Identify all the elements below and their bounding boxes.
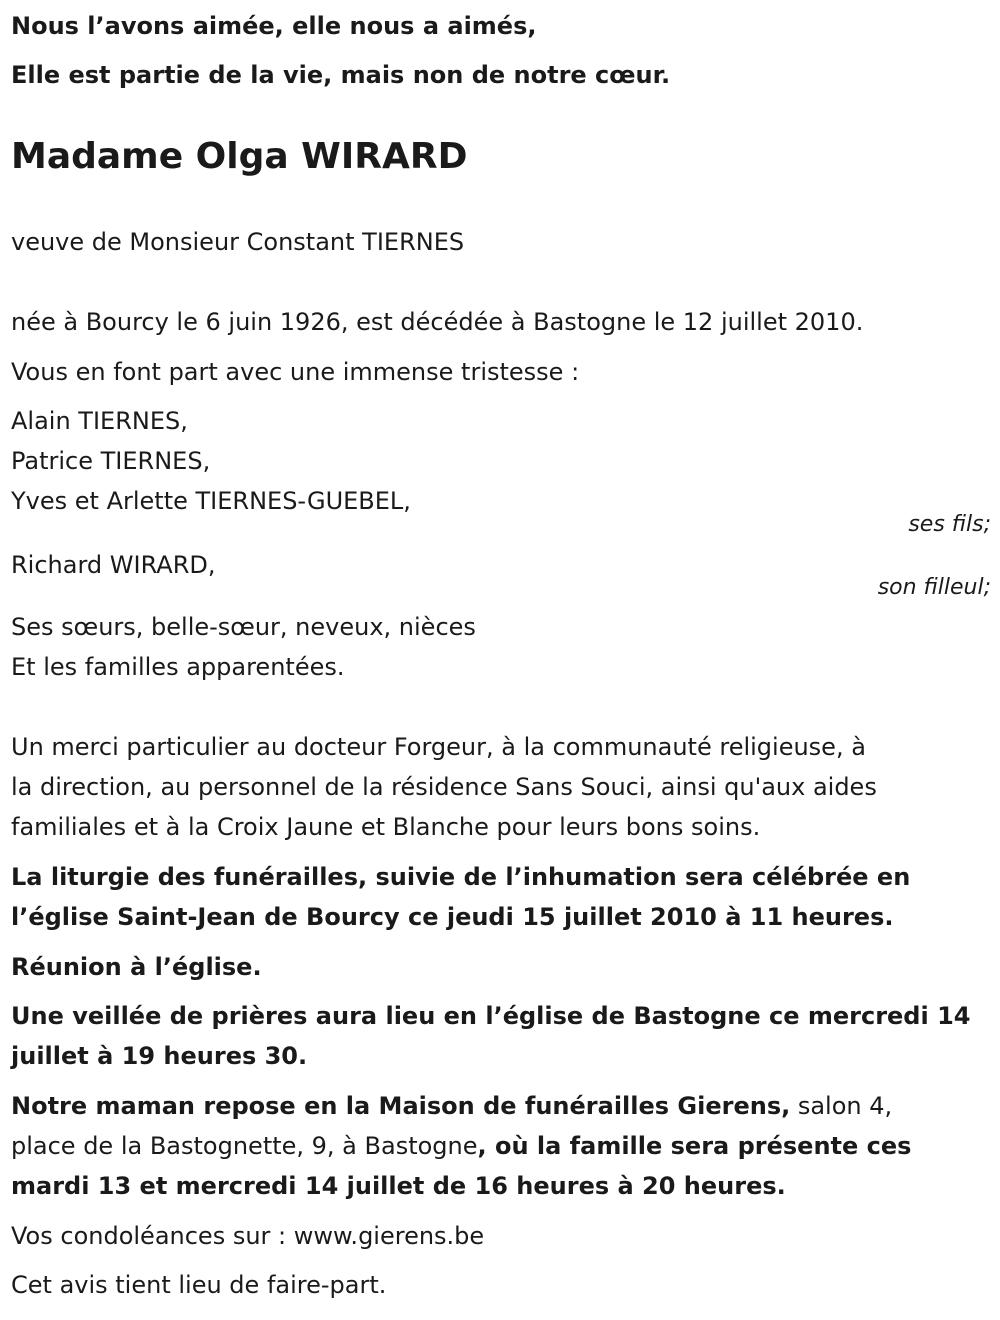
son-1: Alain TIERNES, bbox=[11, 407, 188, 435]
rest-line-1 bbox=[11, 1086, 892, 1126]
condolences: Vos condoléances sur : www.gierens.be bbox=[11, 1222, 485, 1250]
thanks-line-1: Un merci particulier au docteur Forgeur, à la communauté religieuse, à bbox=[11, 733, 866, 761]
son-3: Yves et Arlette TIERNES-GUEBEL, bbox=[11, 487, 411, 515]
sons-role: ses fils; bbox=[908, 512, 991, 537]
epigraph-line-2: Elle est partie de la vie, mais non de notre cœur. bbox=[11, 61, 671, 89]
epigraph-line-1: Nous l’avons aimée, elle nous a aimés, bbox=[11, 12, 537, 40]
vigil-line-1: Une veillée de prières aura lieu en l’église de Bastogne ce mercredi 14 bbox=[11, 1002, 971, 1030]
rest-line-3: mardi 13 et mercredi 14 juillet de 16 heures à 20 heures. bbox=[11, 1172, 786, 1200]
liturgy-line-2: l’église Saint-Jean de Bourcy ce jeudi 15 juillet 2010 à 11 heures. bbox=[11, 903, 894, 931]
son-2: Patrice TIERNES, bbox=[11, 447, 211, 475]
thanks-line-3: familiales et à la Croix Jaune et Blanche pour leurs bons soins. bbox=[11, 813, 761, 841]
thanks-line-2: la direction, au personnel de la résidence Sans Souci, ainsi qu'aux aides bbox=[11, 773, 877, 801]
rest-line-2-normal: place de la Bastognette, 9, à Bastogne bbox=[11, 1132, 478, 1160]
rest-line-2 bbox=[11, 1126, 911, 1166]
liturgy-line-1: La liturgie des funérailles, suivie de l’inhumation sera célébrée en bbox=[11, 863, 911, 891]
birth-death: née à Bourcy le 6 juin 1926, est décédée à Bastogne le 12 juillet 2010. bbox=[11, 308, 864, 336]
family-line-1: Ses sœurs, belle-sœur, neveux, nièces bbox=[11, 613, 476, 641]
family-line-2: Et les familles apparentées. bbox=[11, 653, 345, 681]
rest-line-1-normal: salon 4, bbox=[790, 1092, 893, 1120]
vigil-line-2: juillet à 19 heures 30. bbox=[11, 1042, 308, 1070]
rest-line-2-bold: , où la famille sera présente ces bbox=[477, 1132, 912, 1160]
notice-footer: Cet avis tient lieu de faire-part. bbox=[11, 1271, 387, 1299]
widow-of: veuve de Monsieur Constant TIERNES bbox=[11, 228, 465, 256]
godson-role: son filleul; bbox=[877, 575, 991, 600]
rest-line-1-bold: Notre maman repose en la Maison de funérailles Gierens, bbox=[11, 1092, 791, 1120]
godson: Richard WIRARD, bbox=[11, 551, 216, 579]
meeting: Réunion à l’église. bbox=[11, 953, 262, 981]
deceased-name: Madame Olga WIRARD bbox=[11, 136, 468, 177]
announcement: Vous en font part avec une immense tristesse : bbox=[11, 358, 580, 386]
